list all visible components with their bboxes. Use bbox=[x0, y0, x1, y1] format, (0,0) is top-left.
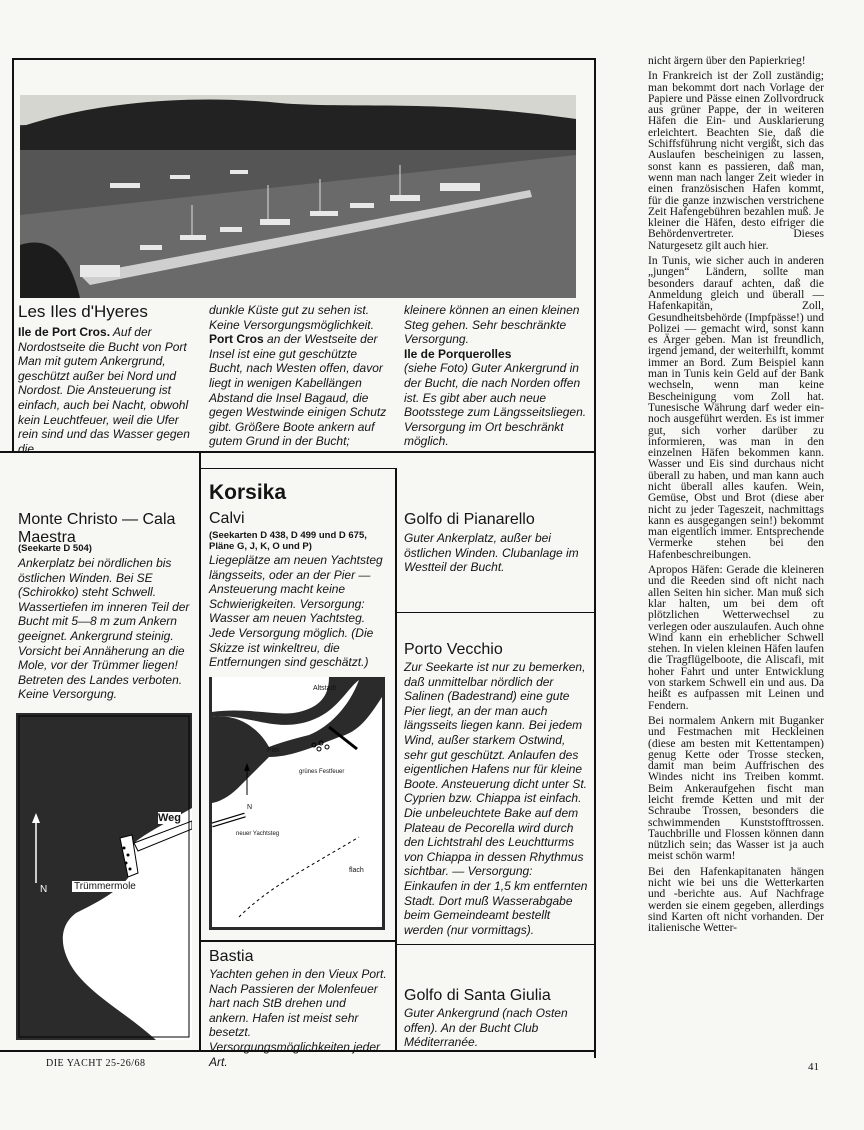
korsika-box-left bbox=[199, 451, 201, 1051]
porto-vecchio-title: Porto Vecchio bbox=[404, 641, 503, 658]
map-label-weg: Weg bbox=[158, 812, 182, 824]
hyeres-col1 bbox=[18, 325, 194, 456]
calvi-bastia-divider bbox=[199, 940, 397, 942]
calvi-title: Calvi bbox=[209, 510, 245, 527]
harbor-photo-graphic bbox=[20, 95, 576, 298]
right-paragraph: Apropos Häfen: Gerade die kleineren und die Reeden sind oft nicht nach allen Seiten hin sicher. Man muß sich klar halten, um bei dem oft plötzlichen Wetterwechsel zu verlegen oder auszulaufen. Auch ohne Wind kann ein erheblicher Schwell stehen. In vielen kleinen Häfen laufen die Tragflügelboote, die Aliscafi, mit hoher Fahrt und unter Entwicklung von starkem Schwell ein und aus. Da heißt es aufpassen mit Leinen und Fendern. bbox=[648, 564, 824, 712]
right-paragraph: nicht ärgern über den Papierkrieg! bbox=[648, 55, 806, 67]
hyeres-col2 bbox=[209, 303, 389, 449]
column-divider bbox=[395, 468, 397, 1051]
map-monte-christo bbox=[16, 713, 192, 1040]
hyeres-title: Les Iles d'Hyeres bbox=[18, 302, 148, 321]
calvi-label-altstadt: Altstadt bbox=[313, 685, 337, 692]
port-cros-west-heading: Port Cros bbox=[209, 332, 264, 347]
porquerolles-text: (siehe Foto) Guter Ankergrund in der Bucht, die nach Norden offen ist. Es gibt aber auch neue Bootsstege zum Längsseitsliegen. Versorgung im Ort beschränkt möglich. bbox=[404, 361, 587, 449]
bastia-text: Yachten gehen in den Vieux Port. Nach Passieren der Molenfeuer hart nach StB drehen und ankern. Hafen ist meist sehr besetzt. Versorgungsmöglichkeiten jeder Art. bbox=[209, 967, 387, 1069]
monte-christo-chart: (Seekarte D 504) bbox=[18, 543, 92, 554]
bastia-title: Bastia bbox=[209, 948, 254, 965]
frame-right bbox=[594, 58, 596, 1058]
map-label-mole: Trümmermole bbox=[74, 881, 136, 892]
calvi-chart: (Seekarten D 438, D 499 und D 675, Pläne G, J, K, O und P) bbox=[209, 530, 367, 552]
hyeres-col3 bbox=[404, 303, 588, 449]
pianarello-title: Golfo di Pianarello bbox=[404, 511, 535, 528]
korsika-heading: Korsika bbox=[209, 481, 287, 504]
porquerolles-heading: Ile de Porquerolles bbox=[404, 346, 512, 361]
calvi-text: Liegeplätze am neuen Yachtsteg längsseits, oder an der Pier — Ansteuerung macht keine Schwierigkeiten. Versorgung: Wasser am neuen Yachtsteg. Jede Versorgung möglich. (Die Skizze ist winkeltreu, die Entfernungen sind geschätzt.) bbox=[209, 553, 383, 670]
monte-christo-text: Ankerplatz bei nördlichen bis östlichen Winden. Bei SE (Schirokko) steht Schwell. Wassertiefen im inneren Teil der Bucht mit 5—8 m zum Ankern geeignet. Ankergrund steinig. Vorsicht bei Annäherung an die Mole, vor der Trümmer liegen! Betreten des Landes verboten. Keine Versorgung. bbox=[18, 556, 190, 702]
hyeres-col3-intro: kleinere können an einen kleinen Steg gehen. Sehr beschränkte Versorgung. bbox=[404, 303, 580, 347]
harbor-photo bbox=[20, 95, 576, 298]
frame-top bbox=[12, 58, 596, 60]
porto-vecchio-text: Zur Seekarte ist nur zu bemerken, daß unmittelbar nördlich der Salinen (Badestrand) eine gute Pier liegt, an der man auch längsseits liegen kann. Bei jedem Wind, außer starkem Ostwind, sehr gut geschützt. Anlaufen des eigentlichen Hafens nur für kleine Boote. Ansteuerung dicht unter St. Cyprien bzw. Chiappa ist einfach. Die unbeleuchtete Bake auf dem Plateau de Pecorella wird durch den Lichtstrahl des Leuchtturms von Chiappa in dessen Rhythmus sichtbar. — Versorgung: Einkaufen in der 1,5 km entfernten Stadt. Dort muß Wasserabgabe beim Gemeindeamt bestellt werden (nur vormittags). bbox=[404, 660, 588, 937]
port-cros-west-text: an der Westseite der Insel ist eine gut geschützte Bucht, nach Westen offen, davor liegt in wenigen Kabellängen Abstand die Insel Bagaud, die gegen Westwinde einigen Schutz gibt. Größere Boote ankern auf gutem Grund in der Bucht; bbox=[209, 332, 387, 449]
port-cros-text: Auf der Nordostseite die Bucht von Port Man mit gutem Ankergrund, geschützt außer bei Nord und Nordost. Die Ansteuerung ist einfach, auch bei Nacht, obwohl kein Leuchtfeuer, weil die Ufer rein sind und das Wasser gegen die bbox=[18, 325, 190, 456]
footer-magazine: DIE YACHT 25-26/68 bbox=[46, 1058, 146, 1069]
port-cros-heading: Ile de Port Cros. bbox=[18, 325, 111, 339]
santa-giulia-text: Guter Ankergrund (nach Osten offen). An der Bucht Club Méditerranée. bbox=[404, 1006, 568, 1050]
map-monte-christo-graphic bbox=[16, 713, 192, 1040]
right-paragraph: Bei den Hafenkapitanaten hängen nicht wie bei uns die Wetterkarten und -berichte aus. Auf Nachfrage werden sie einem gegeben, allerdings sind Karten oft nicht vorhanden. Der italienische Wetter- bbox=[648, 865, 824, 935]
calvi-label-steg: neuer Yachtsteg bbox=[236, 831, 280, 837]
map-calvi bbox=[209, 677, 385, 930]
calvi-label-n: N bbox=[247, 804, 253, 811]
frame-left-top bbox=[12, 58, 14, 452]
footer-page-number: 41 bbox=[808, 1061, 819, 1073]
right-paragraph: In Frankreich ist der Zoll zuständig; man bekommt dort nach Vorlage der Papiere und Pässe einen Zollvordruck aus grüner Pappe, der in weiteren Häfen die Ein- und Ausklarierung erleichtert. Beachten Sie, daß die Schiffsführung nicht vergißt, sich das Auslaufen bescheinigen zu lassen, sonst kann es passieren, daß man, wenn man nach langer Zeit wieder in einen französischen Hafen kommt, für die ganze inzwischen verstrichene Zeit Hafengebühren bezahlen muß. Je kleiner die Häfen, desto eifriger die Behördenvertreter. Dieses Naturgesetz gilt auch hier. bbox=[648, 70, 824, 252]
map-calvi-graphic bbox=[209, 677, 385, 930]
hyeres-col2-intro: dunkle Küste gut zu sehen ist. Keine Versorgungsmöglichkeit. bbox=[209, 303, 374, 332]
right-paragraph: In Tunis, wie sicher auch in anderen „jungen“ Ländern, sollte man besonders darauf achten, daß die Anmeldung gleich und überall — Hafenkapitän, Zoll, Gesundheitsbehörde (Impfpässe!) und Polizei — gemacht wird, sonst kann es Ärger geben. Man ist freundlich, irgend jemand, der weiterhilft, kommt immer an Bord. Zum Beispiel kann man in Tunis kein Geld auf der Bank wechseln, wenn man keine Bescheinigung vom Zoll hat. Tunesische Währung darf weder ein- noch ausgeführt werden. Es ist immer gut, sich vorher darüber zu informieren, was man in den einzelnen Häfen bekommen kann. Wasser und Eis sind durchaus nicht überall zu haben, und man kann auch nicht überall alles kaufen. Wein, Gemüse, Obst und Brot (diese aber nicht zu jeder Tageszeit, nachmittags kann es ausgegangen sein!) bekommt man eigentlich immer. Entsprechende Vermerke stehen bei den Hafenbeschreibungen. bbox=[648, 255, 824, 561]
right-column-article bbox=[648, 56, 824, 939]
map-label-n: N bbox=[40, 884, 48, 895]
calvi-label-flach: flach bbox=[349, 867, 364, 874]
pianarello-text: Guter Ankerplatz, außer bei östlichen Winden. Clubanlage im Westteil der Bucht. bbox=[404, 531, 579, 575]
korsika-box-top bbox=[199, 468, 397, 469]
porto-divider bbox=[397, 944, 596, 945]
monte-christo-title: Monte Christo — Cala Maestra bbox=[18, 511, 176, 546]
pianarello-divider bbox=[397, 612, 596, 613]
santa-giulia-title: Golfo di Santa Giulia bbox=[404, 987, 551, 1004]
calvi-label-pier: Pier bbox=[267, 747, 280, 754]
right-paragraph: Bei normalem Ankern mit Buganker und Festmachen mit Heckleinen (diese am besten mit Kettentampen) genug Kette oder Trosse stecken, damit man beim Auffrischen des Windes nicht ins Treiben kommt. Beim Ankeraufgehen fischt man leicht fremde Ketten und mit der Schraube Trossen, besonders die schwimmenden Kunststofftrossen. Tauchbrille und Flossen können dann nützlich sein; das Wasser ist ja auch meist schön warm! bbox=[648, 714, 824, 863]
calvi-label-feuer: grünes Festfeuer bbox=[299, 769, 345, 775]
